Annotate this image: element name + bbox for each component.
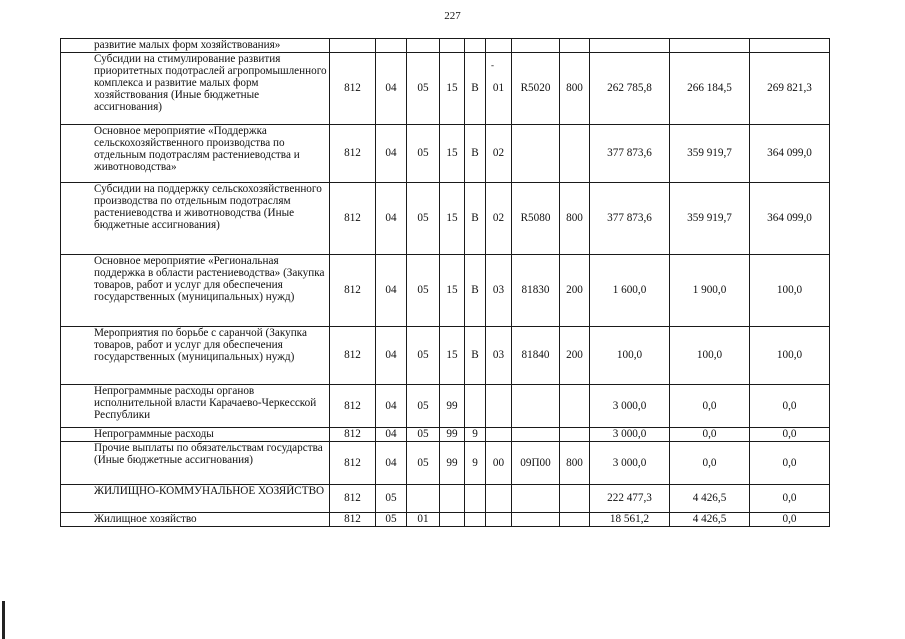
code-cell <box>512 39 560 53</box>
amount-cell: 364 099,0 <box>750 183 830 255</box>
amount-cell: 262 785,8 <box>590 53 670 125</box>
row-name-cell: Непрограммные расходы органов исполнительной власти Карачаево-Черкесской Республики <box>61 385 330 428</box>
code-cell: 812 <box>330 255 376 327</box>
row-name-cell: Мероприятия по борьбе с саранчой (Закупка товаров, работ и услуг для обеспечения государственных (муниципальных) нужд) <box>61 327 330 385</box>
code-cell: 04 <box>376 385 407 428</box>
code-cell: 15 <box>440 53 465 125</box>
code-cell <box>440 485 465 513</box>
budget-table-body <box>61 39 830 527</box>
code-cell: 9 <box>465 442 486 485</box>
code-cell <box>486 39 512 53</box>
code-cell: 15 <box>440 255 465 327</box>
code-cell: 04 <box>376 327 407 385</box>
code-cell <box>486 385 512 428</box>
code-cell: R5080 <box>512 183 560 255</box>
code-cell: 09П00 <box>512 442 560 485</box>
code-cell <box>486 485 512 513</box>
code-cell: 05 <box>407 255 440 327</box>
amount-cell <box>590 39 670 53</box>
amount-cell: 3 000,0 <box>590 385 670 428</box>
code-cell: 99 <box>440 385 465 428</box>
amount-cell: 3 000,0 <box>590 428 670 442</box>
code-cell: 99 <box>440 428 465 442</box>
code-cell: 812 <box>330 327 376 385</box>
code-cell <box>560 485 590 513</box>
amount-cell: 0,0 <box>670 385 750 428</box>
code-cell: 812 <box>330 385 376 428</box>
code-cell: В <box>465 255 486 327</box>
amount-cell: 266 184,5 <box>670 53 750 125</box>
code-cell: 05 <box>376 485 407 513</box>
row-name-cell: Субсидии на стимулирование развития приоритетных подотраслей агропромышленного комплекса и развитие малых форм хозяйствования (Иные бюджетные ассигнования) <box>61 53 330 125</box>
row-name-cell: Жилищное хозяйство <box>61 513 330 527</box>
code-cell: 05 <box>407 385 440 428</box>
code-cell <box>465 385 486 428</box>
code-cell <box>407 485 440 513</box>
code-cell <box>560 513 590 527</box>
table-row <box>61 327 830 385</box>
code-cell <box>512 513 560 527</box>
table-row <box>61 125 830 183</box>
table-row <box>61 53 830 125</box>
code-cell: 04 <box>376 442 407 485</box>
code-cell: 04 <box>376 428 407 442</box>
code-cell <box>560 385 590 428</box>
amount-cell: 359 919,7 <box>670 183 750 255</box>
amount-cell: 377 873,6 <box>590 125 670 183</box>
scan-mark: - <box>491 60 494 70</box>
code-cell: 800 <box>560 53 590 125</box>
code-cell: В <box>465 53 486 125</box>
code-cell: 04 <box>376 255 407 327</box>
amount-cell: 222 477,3 <box>590 485 670 513</box>
code-cell: 05 <box>407 53 440 125</box>
amount-cell: 364 099,0 <box>750 125 830 183</box>
amount-cell: 0,0 <box>750 385 830 428</box>
code-cell: 812 <box>330 183 376 255</box>
code-cell: 01 <box>407 513 440 527</box>
code-cell: В <box>465 125 486 183</box>
row-name-cell: Субсидии на поддержку сельскохозяйственного производства по отдельным подотраслям растениеводства и животноводства (Иные бюджетные ассигнования) <box>61 183 330 255</box>
amount-cell: 0,0 <box>750 428 830 442</box>
amount-cell: 100,0 <box>750 327 830 385</box>
code-cell: 15 <box>440 125 465 183</box>
amount-cell: 0,0 <box>670 428 750 442</box>
amount-cell: 377 873,6 <box>590 183 670 255</box>
amount-cell: 0,0 <box>670 442 750 485</box>
code-cell: 9 <box>465 428 486 442</box>
amount-cell: 1 600,0 <box>590 255 670 327</box>
code-cell: R5020 <box>512 53 560 125</box>
code-cell: 05 <box>407 428 440 442</box>
code-cell: 02 <box>486 183 512 255</box>
code-cell: 81840 <box>512 327 560 385</box>
code-cell: 04 <box>376 53 407 125</box>
table-row <box>61 183 830 255</box>
code-cell: 99 <box>440 442 465 485</box>
code-cell <box>440 513 465 527</box>
table-row <box>61 255 830 327</box>
code-cell: 02 <box>486 125 512 183</box>
code-cell <box>560 125 590 183</box>
table-row <box>61 428 830 442</box>
code-cell: 04 <box>376 183 407 255</box>
amount-cell: 18 561,2 <box>590 513 670 527</box>
amount-cell: 3 000,0 <box>590 442 670 485</box>
row-name-cell: ЖИЛИЩНО-КОММУНАЛЬНОЕ ХОЗЯЙСТВО <box>61 485 330 513</box>
table-row <box>61 485 830 513</box>
row-name-cell: Основное мероприятие «Поддержка сельскохозяйственного производства по отдельным подотраслям растениеводства и животноводства» <box>61 125 330 183</box>
amount-cell: 100,0 <box>670 327 750 385</box>
code-cell: 800 <box>560 442 590 485</box>
table-row <box>61 442 830 485</box>
table-row <box>61 513 830 527</box>
code-cell: 812 <box>330 513 376 527</box>
scan-edge-mark <box>2 601 5 639</box>
amount-cell <box>750 39 830 53</box>
code-cell: 04 <box>376 125 407 183</box>
budget-table <box>60 38 830 527</box>
code-cell <box>560 39 590 53</box>
table-row <box>61 385 830 428</box>
code-cell: 812 <box>330 53 376 125</box>
code-cell: В <box>465 183 486 255</box>
code-cell <box>376 39 407 53</box>
row-name-cell: Непрограммные расходы <box>61 428 330 442</box>
code-cell: 81830 <box>512 255 560 327</box>
amount-cell: 0,0 <box>750 485 830 513</box>
amount-cell <box>670 39 750 53</box>
code-cell: 800 <box>560 183 590 255</box>
amount-cell: 269 821,3 <box>750 53 830 125</box>
code-cell: 05 <box>407 183 440 255</box>
code-cell: 812 <box>330 442 376 485</box>
amount-cell: 100,0 <box>750 255 830 327</box>
amount-cell: 359 919,7 <box>670 125 750 183</box>
code-cell: 05 <box>407 442 440 485</box>
code-cell <box>486 513 512 527</box>
code-cell: 00 <box>486 442 512 485</box>
code-cell: 15 <box>440 183 465 255</box>
table-row <box>61 39 830 53</box>
amount-cell: 1 900,0 <box>670 255 750 327</box>
code-cell <box>465 513 486 527</box>
code-cell: 03 <box>486 255 512 327</box>
code-cell: 05 <box>407 125 440 183</box>
code-cell: 812 <box>330 428 376 442</box>
amount-cell: 100,0 <box>590 327 670 385</box>
code-cell <box>512 485 560 513</box>
row-name-cell: Прочие выплаты по обязательствам государства (Иные бюджетные ассигнования) <box>61 442 330 485</box>
code-cell <box>512 385 560 428</box>
code-cell <box>560 428 590 442</box>
code-cell <box>512 125 560 183</box>
row-name-cell: Основное мероприятие «Региональная поддержка в области растениеводства» (Закупка товаров, работ и услуг для обеспечения государственных (муниципальных) нужд) <box>61 255 330 327</box>
code-cell: 15 <box>440 327 465 385</box>
code-cell: 05 <box>407 327 440 385</box>
code-cell <box>407 39 440 53</box>
code-cell: В <box>465 327 486 385</box>
code-cell <box>486 428 512 442</box>
code-cell: 05 <box>376 513 407 527</box>
amount-cell: 0,0 <box>750 513 830 527</box>
code-cell <box>465 39 486 53</box>
code-cell <box>440 39 465 53</box>
code-cell: 812 <box>330 125 376 183</box>
code-cell <box>330 39 376 53</box>
code-cell: 03 <box>486 327 512 385</box>
code-cell <box>512 428 560 442</box>
row-name-cell: развитие малых форм хозяйствования» <box>61 39 330 53</box>
code-cell: 200 <box>560 327 590 385</box>
amount-cell: 4 426,5 <box>670 513 750 527</box>
code-cell: 812 <box>330 485 376 513</box>
page-number: 227 <box>444 10 461 22</box>
code-cell: 200 <box>560 255 590 327</box>
code-cell <box>465 485 486 513</box>
amount-cell: 4 426,5 <box>670 485 750 513</box>
code-cell: 01 <box>486 53 512 125</box>
amount-cell: 0,0 <box>750 442 830 485</box>
